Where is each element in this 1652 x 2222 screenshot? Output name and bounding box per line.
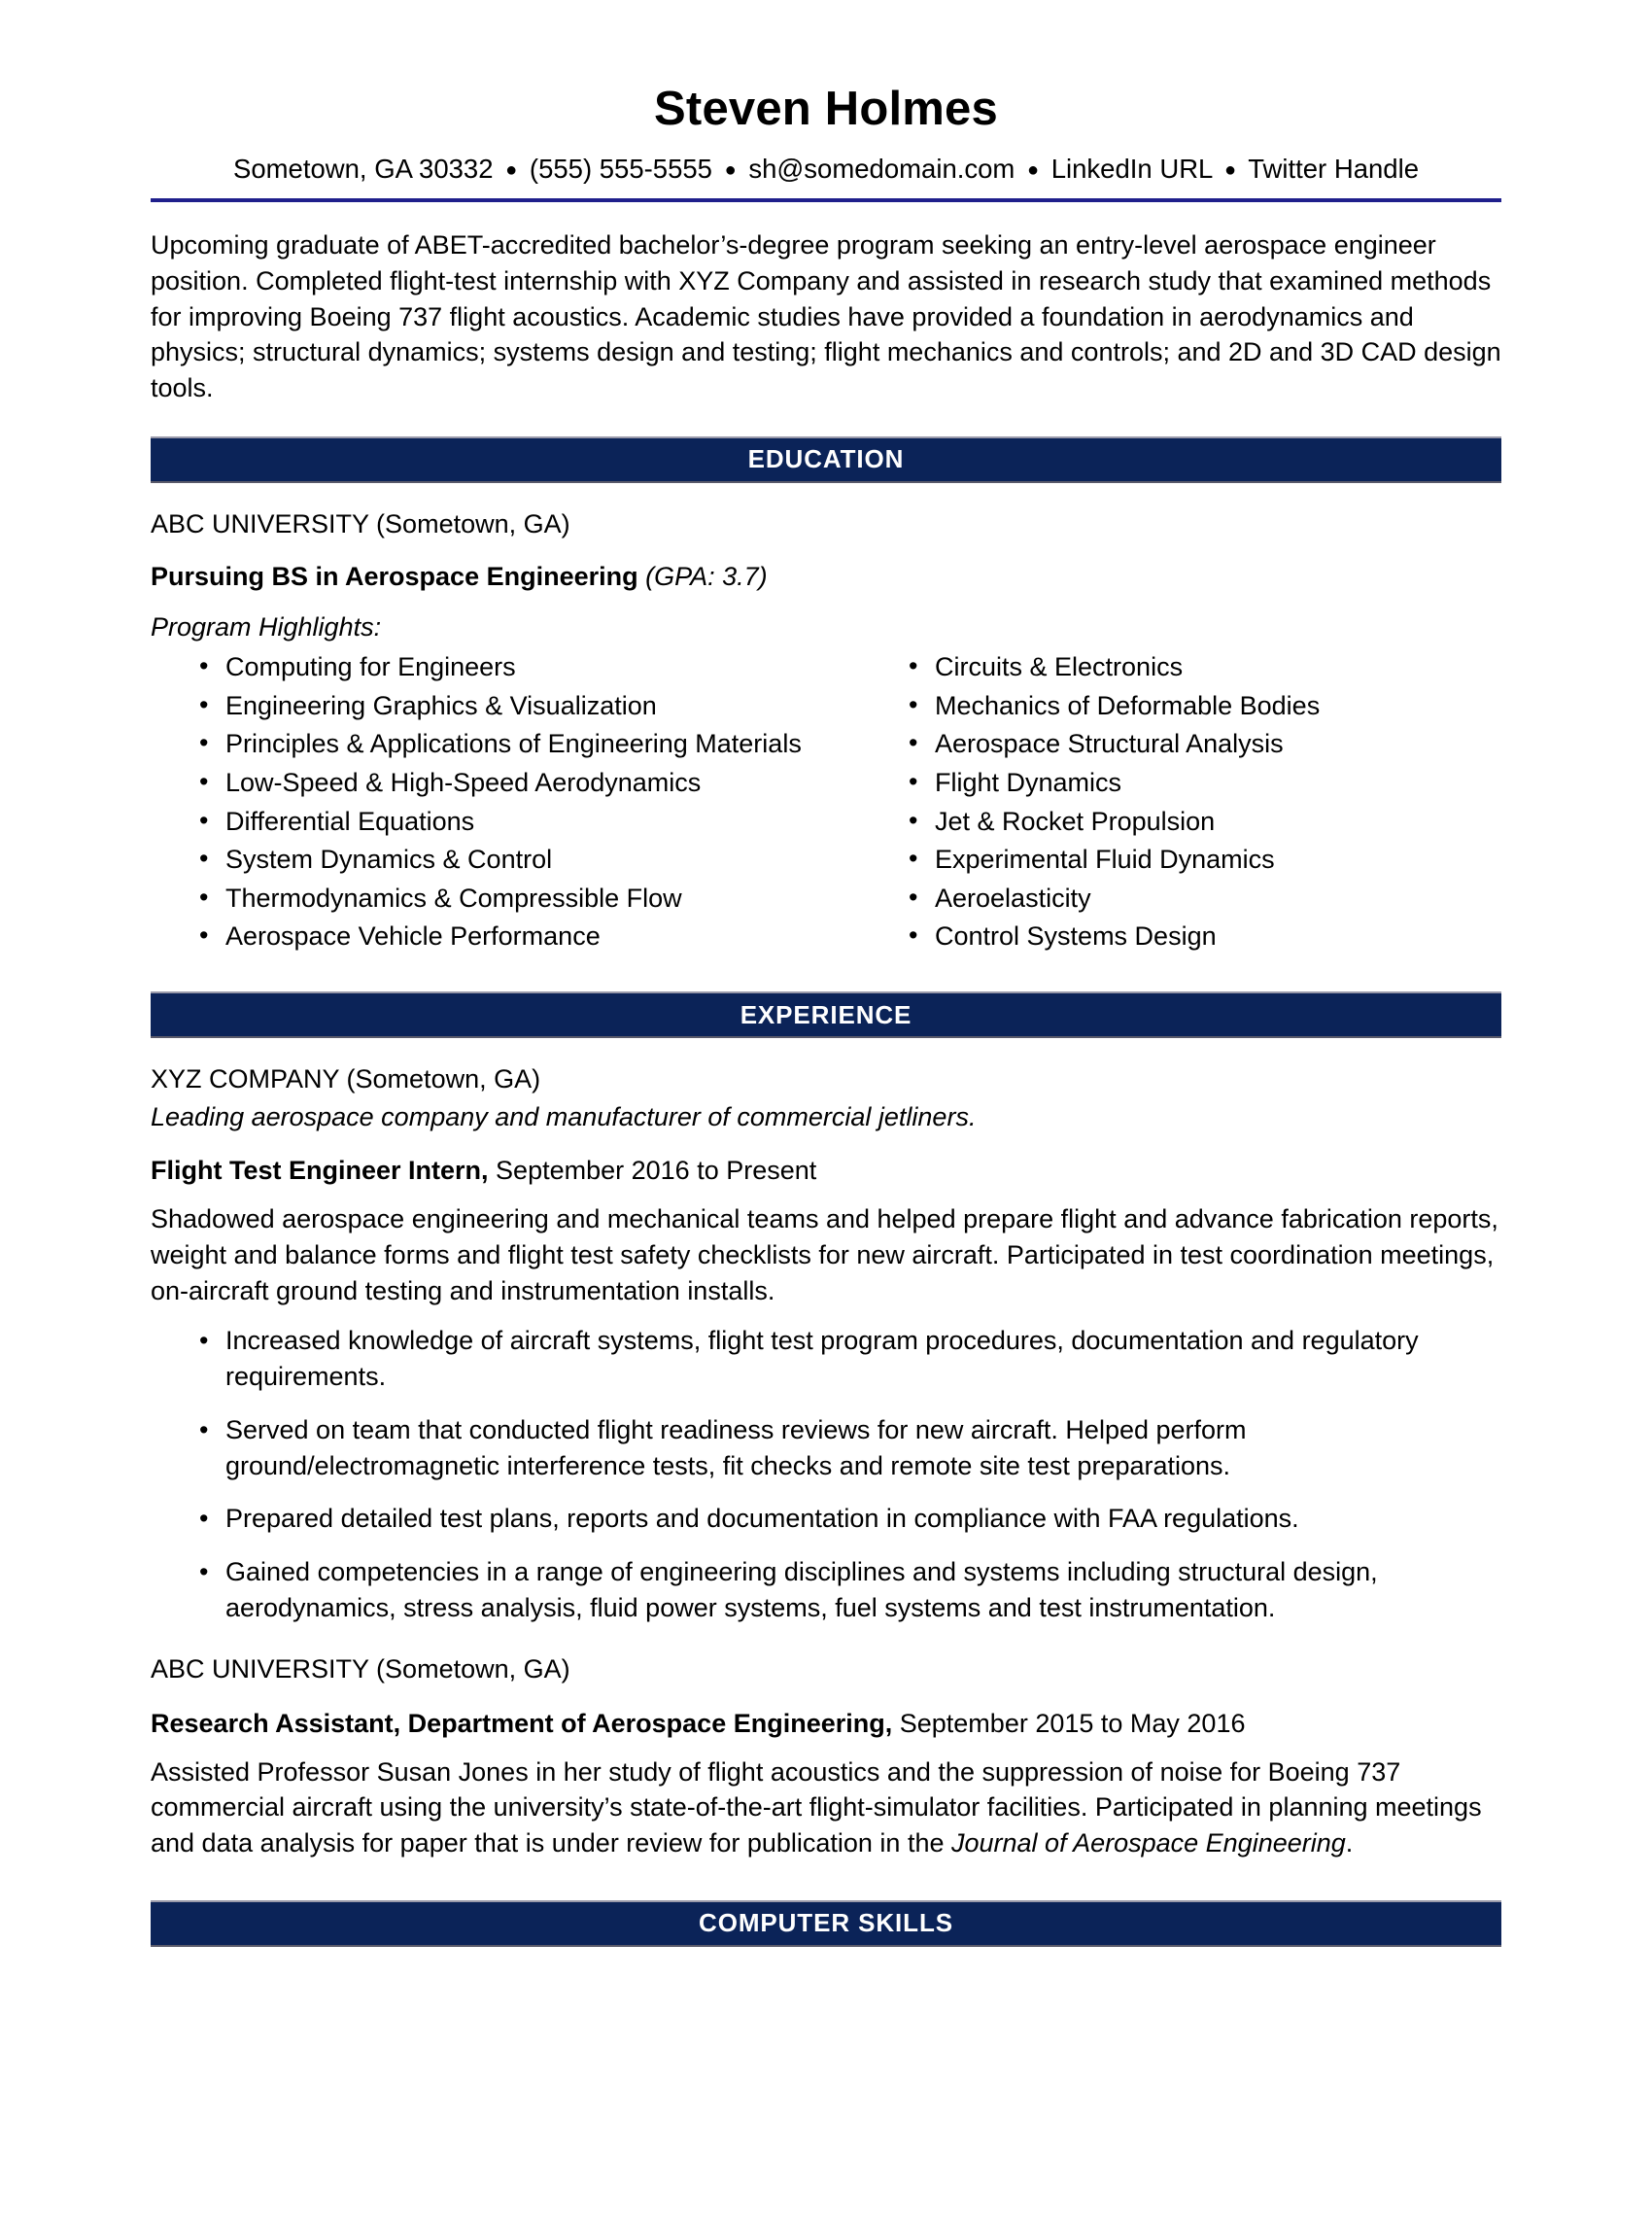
list-item: • Circuits & Electronics: [860, 653, 1501, 692]
list-item: • Increased knowledge of aircraft systems, flight test program procedures, documentation and regulatory requirements.: [151, 1323, 1501, 1411]
list-item: • Principles & Applications of Engineering Materials: [151, 730, 826, 769]
bullet-separator-icon: ●: [1026, 158, 1040, 181]
experience-job2-description-end: .: [1345, 1828, 1354, 1858]
bullet-separator-icon: ●: [505, 158, 518, 181]
list-item: • Flight Dynamics: [860, 769, 1501, 808]
course-list-left: [151, 653, 826, 961]
course-columns: [151, 653, 1501, 961]
list-item: • Computing for Engineers: [151, 653, 826, 692]
list-item: • Control Systems Design: [860, 922, 1501, 961]
experience-job1-bullets: [151, 1323, 1501, 1625]
list-item: • Experimental Fluid Dynamics: [860, 846, 1501, 885]
education-degree-title: Pursuing BS in Aerospace Engineering: [151, 561, 638, 591]
section-header-experience-label: EXPERIENCE: [740, 999, 912, 1029]
education-gpa: (GPA: 3.7): [645, 561, 768, 591]
section-header-experience: [151, 991, 1501, 1038]
resume-page: [0, 84, 1652, 2222]
contact-twitter[interactable]: Twitter Handle: [1248, 153, 1419, 184]
list-item: • Engineering Graphics & Visualization: [151, 692, 826, 731]
list-item: • Served on team that conducted flight readiness reviews for new aircraft. Helped perform ground/electromagnetic interference tests, fit checks and remote site test preparations.: [151, 1412, 1501, 1501]
experience-job1-title-line: [151, 1154, 1501, 1188]
list-item: • Differential Equations: [151, 808, 826, 847]
experience-job2-title: Research Assistant, Department of Aerospace Engineering,: [151, 1708, 893, 1738]
list-item: • Gained competencies in a range of engineering disciplines and systems including structural design, aerodynamics, stress analysis, fluid power systems, fuel systems and test instrumentation.: [151, 1554, 1501, 1625]
header-divider: [151, 198, 1501, 202]
list-item: • Jet & Rocket Propulsion: [860, 808, 1501, 847]
experience-job1-dates: September 2016 to Present: [496, 1156, 817, 1186]
experience-job2-dates: September 2015 to May 2016: [899, 1708, 1246, 1738]
list-item: • Aeroelasticity: [860, 885, 1501, 923]
journal-name: Journal of Aerospace Engineering: [951, 1828, 1346, 1858]
experience-job2-company: ABC UNIVERSITY (Sometown, GA): [151, 1654, 570, 1684]
section-header-education-label: EDUCATION: [747, 444, 905, 474]
contact-email[interactable]: sh@somedomain.com: [748, 153, 1015, 184]
experience-job1-title: Flight Test Engineer Intern,: [151, 1156, 489, 1186]
list-item: • Mechanics of Deformable Bodies: [860, 692, 1501, 731]
section-header-education: [151, 436, 1501, 483]
page-title: Steven Holmes: [654, 83, 998, 135]
contact-phone: (555) 555-5555: [529, 153, 712, 184]
program-highlights-label: Program Highlights:: [151, 612, 382, 642]
list-item: • Aerospace Vehicle Performance: [151, 922, 826, 961]
contact-linkedin[interactable]: LinkedIn URL: [1050, 153, 1213, 184]
experience-job2-description: [151, 1754, 1501, 1861]
list-item: • Aerospace Structural Analysis: [860, 730, 1501, 769]
experience-job2-title-line: [151, 1707, 1501, 1741]
contact-location: Sometown, GA 30332: [232, 153, 494, 184]
education-school: ABC UNIVERSITY (Sometown, GA): [151, 508, 570, 538]
experience-job1-company: XYZ COMPANY (Sometown, GA): [151, 1064, 541, 1094]
section-header-computer-skills-label: COMPUTER SKILLS: [699, 1908, 953, 1938]
contact-line: [0, 153, 1652, 186]
list-item: • System Dynamics & Control: [151, 846, 826, 885]
experience-job1-tagline: Leading aerospace company and manufacturer of commercial jetliners.: [151, 1102, 977, 1132]
education-degree: [151, 560, 1501, 594]
section-header-computer-skills: [151, 1900, 1501, 1947]
experience-job1-description: Shadowed aerospace engineering and mechanical teams and helped prepare flight and advance fabrication reports, weight and balance forms and flight test safety checklists for new aircraft. Participated in test coordination meetings, on-aircraft ground testing and instrumentation installs.: [151, 1204, 1498, 1305]
course-column-right: [826, 653, 1501, 961]
course-column-left: [151, 653, 826, 961]
summary-paragraph: Upcoming graduate of ABET-accredited bachelor’s-degree program seeking an entry-level aerospace engineer position. Completed flight-test internship with XYZ Company and assisted in research study that examined methods for improving Boeing 737 flight acoustics. Academic studies have provided a foundation in aerodynamics and physics; structural dynamics; systems design and testing; flight mechanics and controls; and 2D and 3D CAD design tools.: [151, 230, 1501, 403]
experience-job2-description-text: Assisted Professor Susan Jones in her study of flight acoustics and the suppression of noise for Boeing 737 commercial aircraft using the university’s state-of-the-art flight-simulator facilities. Participated in planning meetings and data analysis for paper that is under review for publication in the: [151, 1756, 1482, 1858]
bullet-separator-icon: ●: [1223, 158, 1237, 181]
list-item: • Thermodynamics & Compressible Flow: [151, 885, 826, 923]
list-item: • Prepared detailed test plans, reports and documentation in compliance with FAA regulations.: [151, 1501, 1501, 1554]
list-item: • Low-Speed & High-Speed Aerodynamics: [151, 769, 826, 808]
course-list-right: [860, 653, 1501, 961]
bullet-separator-icon: ●: [724, 158, 737, 181]
